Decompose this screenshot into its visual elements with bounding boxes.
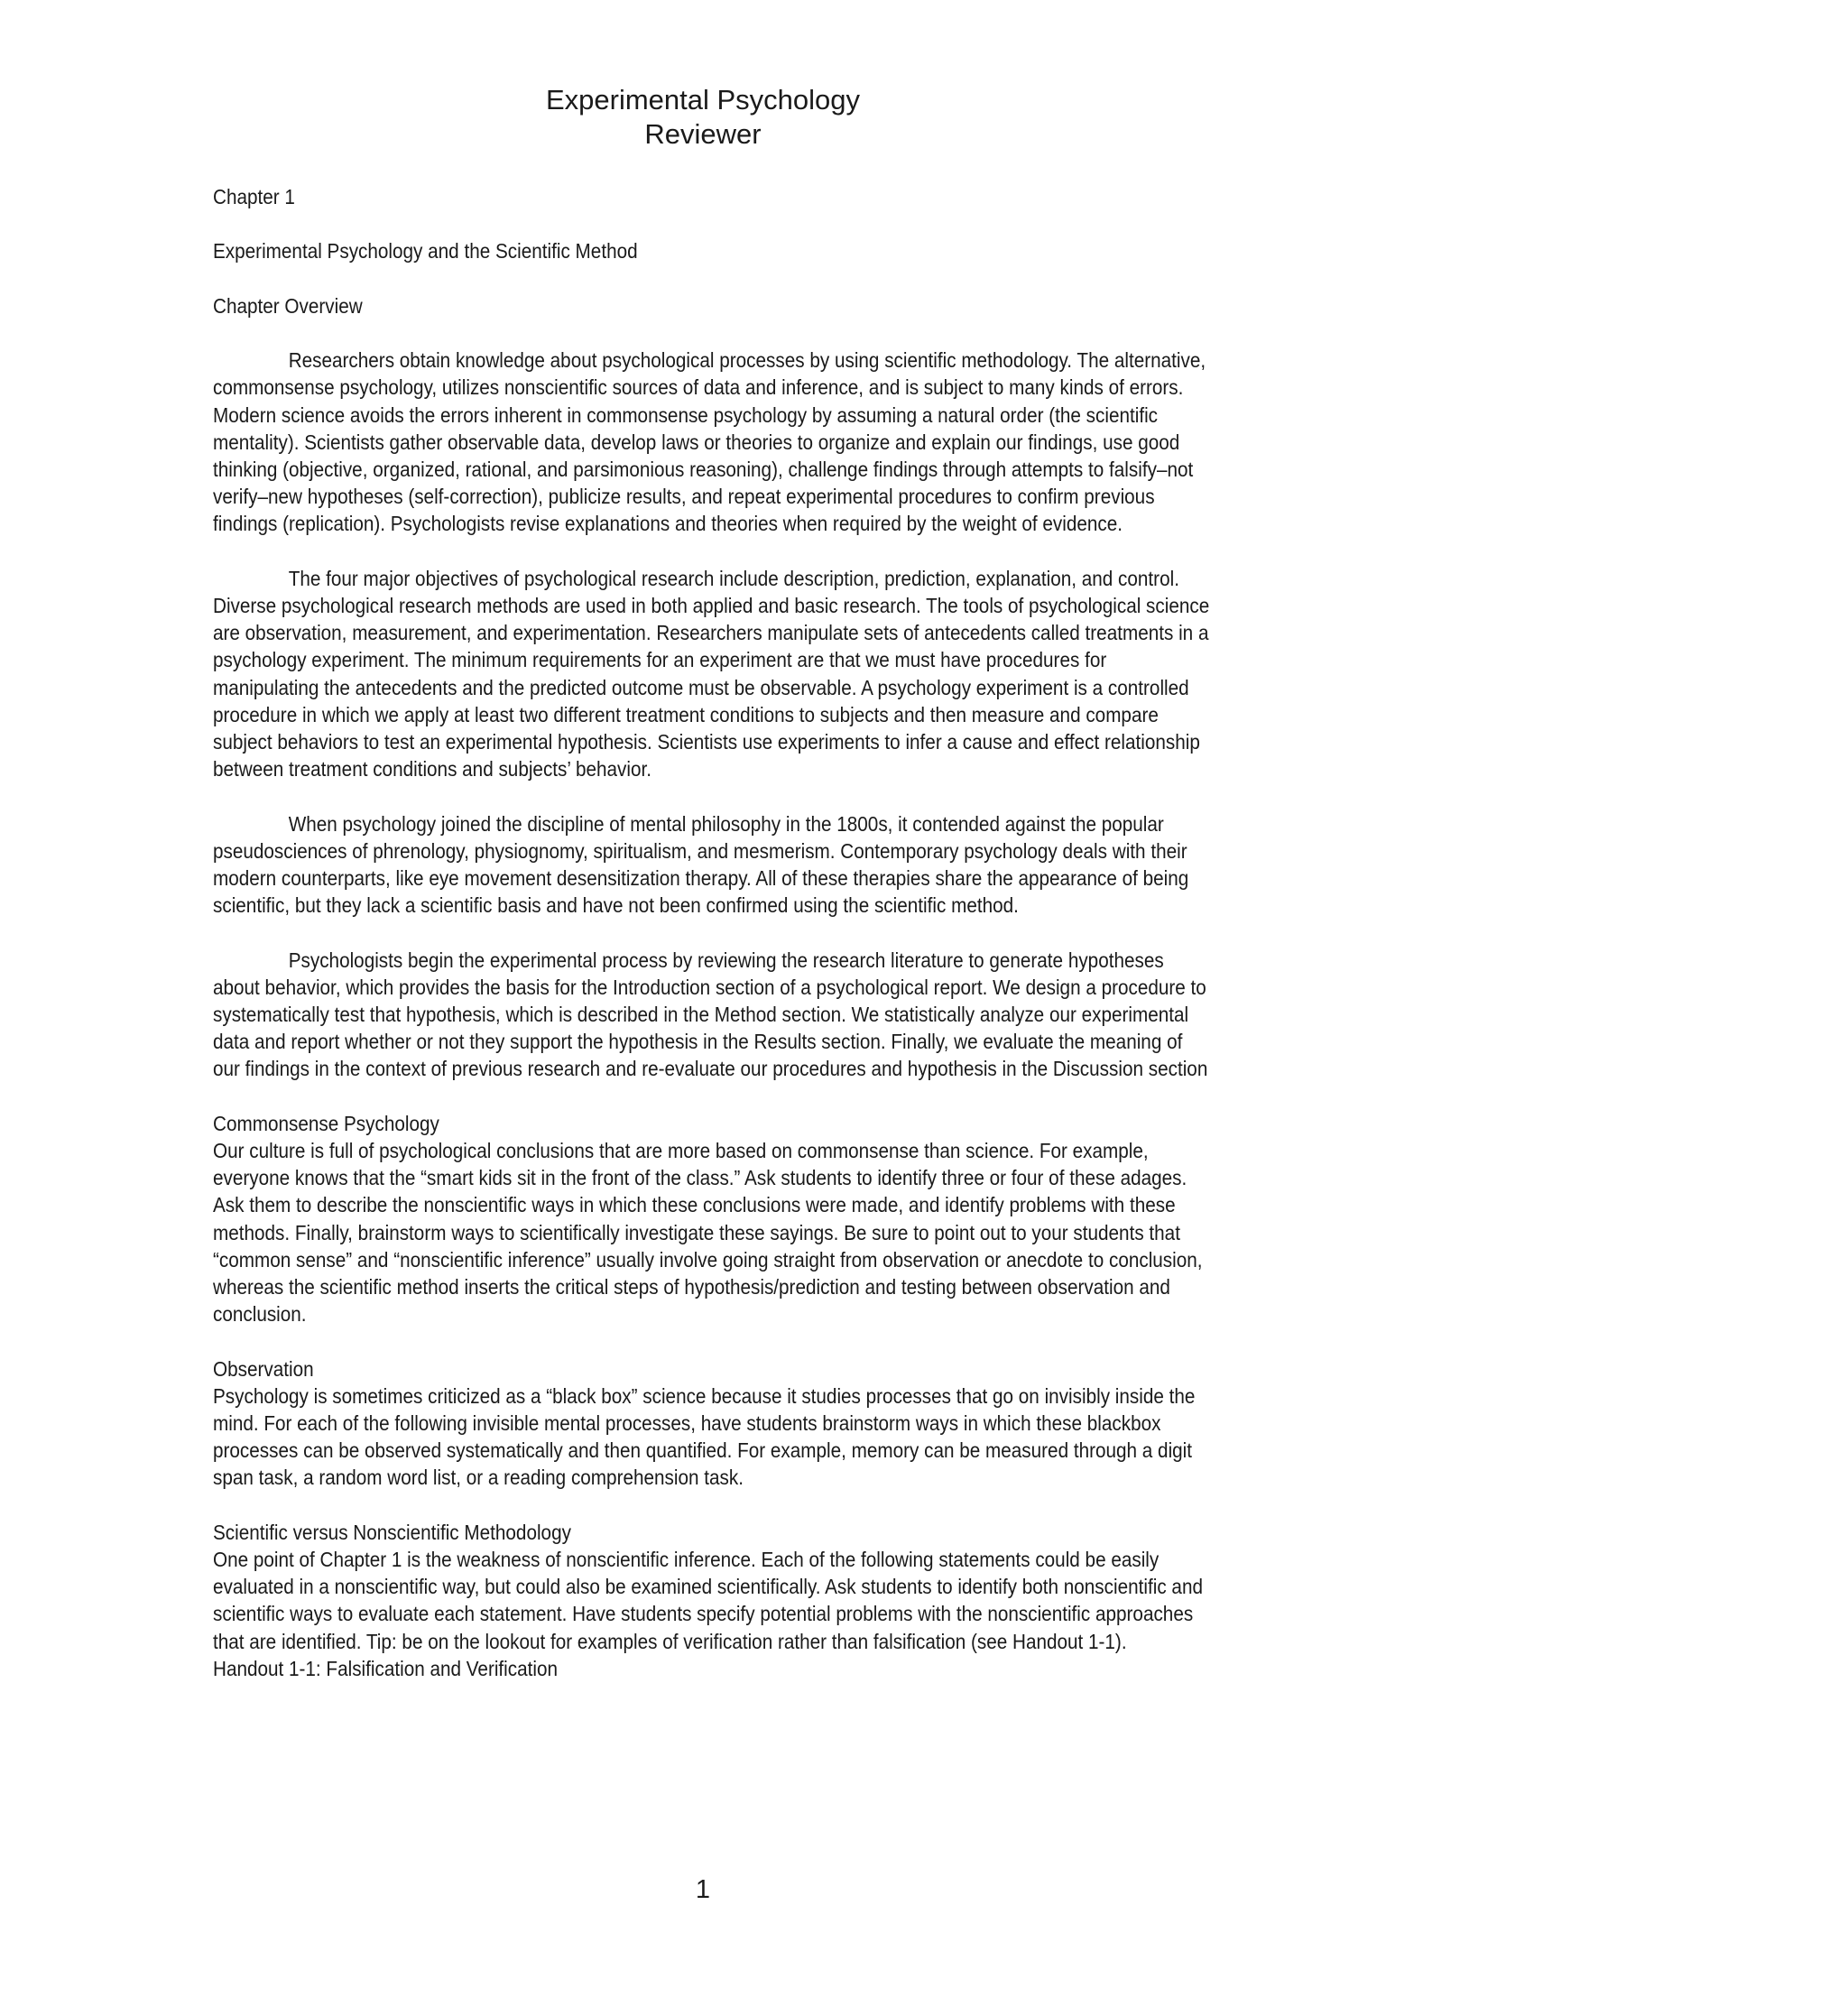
title-line-2: Reviewer — [644, 118, 762, 150]
document-title — [213, 83, 1193, 152]
title-line-1: Experimental Psychology — [545, 84, 861, 116]
overview-heading: Chapter Overview — [213, 293, 363, 318]
overview-paragraph-3: When psychology joined the discipline of mental philosophy in the 1800s, it contended against the popular pseudosciences of phrenology, physiognomy, spiritualism, and mesmerism. Contemporary psychology deals with their modern counterparts, like eye movement desensitization therapy. All of these therapies share the appearance of being scientific, but they lack a scientific basis and have not been confirmed using the scientific method. — [213, 811, 1189, 918]
overview-paragraph-1: Researchers obtain knowledge about psychological processes by using scientific methodology. The alternative, commonsense psychology, utilizes nonscientific sources of data and inference, and is subject to many kinds of errors. Modern science avoids the errors inherent in commonsense psychology by assuming a natural order (the scientific mentality). Scientists gather observable data, develop laws or theories to organize and explain our findings, use good thinking (objective, organized, rational, and parsimonious reasoning), challenge findings through attempts to falsify–not verify–new hypotheses (self-correction), publicize results, and repeat experimental procedures to confirm previous findings (replication). Psychologists revise explanations and theories when required by the weight of evidence. — [213, 348, 1206, 536]
commonsense-body: Our culture is full of psychological conclusions that are more based on commonsense than science. For example, everyone knows that the “smart kids sit in the front of the class.” Ask students to identify three or four of these adages. Ask them to describe the nonscientific ways in which these conclusions were made, and identify problems with these methods. Finally, brainstorm ways to scientifically investigate these sayings. Be sure to point out to your students that “common sense” and “nonscientific inference” usually involve going straight from observation or anecdote to conclusion, whereas the scientific method inserts the critical steps of hypothesis/prediction and testing between observation and conclusion. — [213, 1139, 1203, 1327]
methodology-heading: Scientific versus Nonscientific Methodology — [213, 1520, 571, 1544]
page-number: 1 — [695, 1875, 711, 1904]
document-body — [213, 183, 1215, 1682]
overview-paragraph-4: Psychologists begin the experimental process by reviewing the research literature to generate hypotheses about behavior, which provides the basis for the Introduction section of a psychological report. We design a procedure to systematically test that hypothesis, which is described in the Method section. We statistically analyze our experimental data and report whether or not they support the hypothesis in the Results section. Finally, we evaluate the meaning of our findings in the context of previous research and re-evaluate our procedures and hypothesis in the Discussion section — [213, 948, 1208, 1081]
handout-reference: Handout 1-1: Falsification and Verification — [213, 1656, 559, 1680]
chapter-label: Chapter 1 — [213, 185, 295, 208]
observation-heading: Observation — [213, 1356, 314, 1381]
overview-paragraph-2: The four major objectives of psychological research include description, prediction, explanation, and control. Diverse psychological research methods are used in both applied and basic research. The tools of psychological science are observation, measurement, and experimentation. Researchers manipulate sets of antecedents called treatments in a psychology experiment. The minimum requirements for an experiment are that we must have procedures for manipulating the antecedents and the predicted outcome must be observable. A psychology experiment is a controlled procedure in which we apply at least two different treatment conditions to subjects and then measure and compare subject behaviors to test an experimental hypothesis. Scientists use experiments to infer a cause and effect relationship between treatment conditions and subjects’ behavior. — [213, 566, 1210, 781]
commonsense-heading: Commonsense Psychology — [213, 1111, 439, 1135]
chapter-title: Experimental Psychology and the Scientific Method — [213, 239, 638, 264]
methodology-body: One point of Chapter 1 is the weakness of nonscientific inference. Each of the following statements could be easily evaluated in a nonscientific way, but could also be examined scientifically. Ask students to identify both nonscientific and scientific ways to evaluate each statement. Have students specify potential problems with the nonscientific approaches that are identified. Tip: be on the lookout for examples of verification rather than falsification (see Handout 1-1). — [213, 1548, 1203, 1653]
observation-body: Psychology is sometimes criticized as a “black box” science because it studies processes that go on invisibly inside the mind. For each of the following invisible mental processes, have students brainstorm ways in which these blackbox processes can be observed systematically and then quantified. For example, memory can be measured through a digit span task, a random word list, or a reading comprehension task. — [213, 1383, 1196, 1490]
